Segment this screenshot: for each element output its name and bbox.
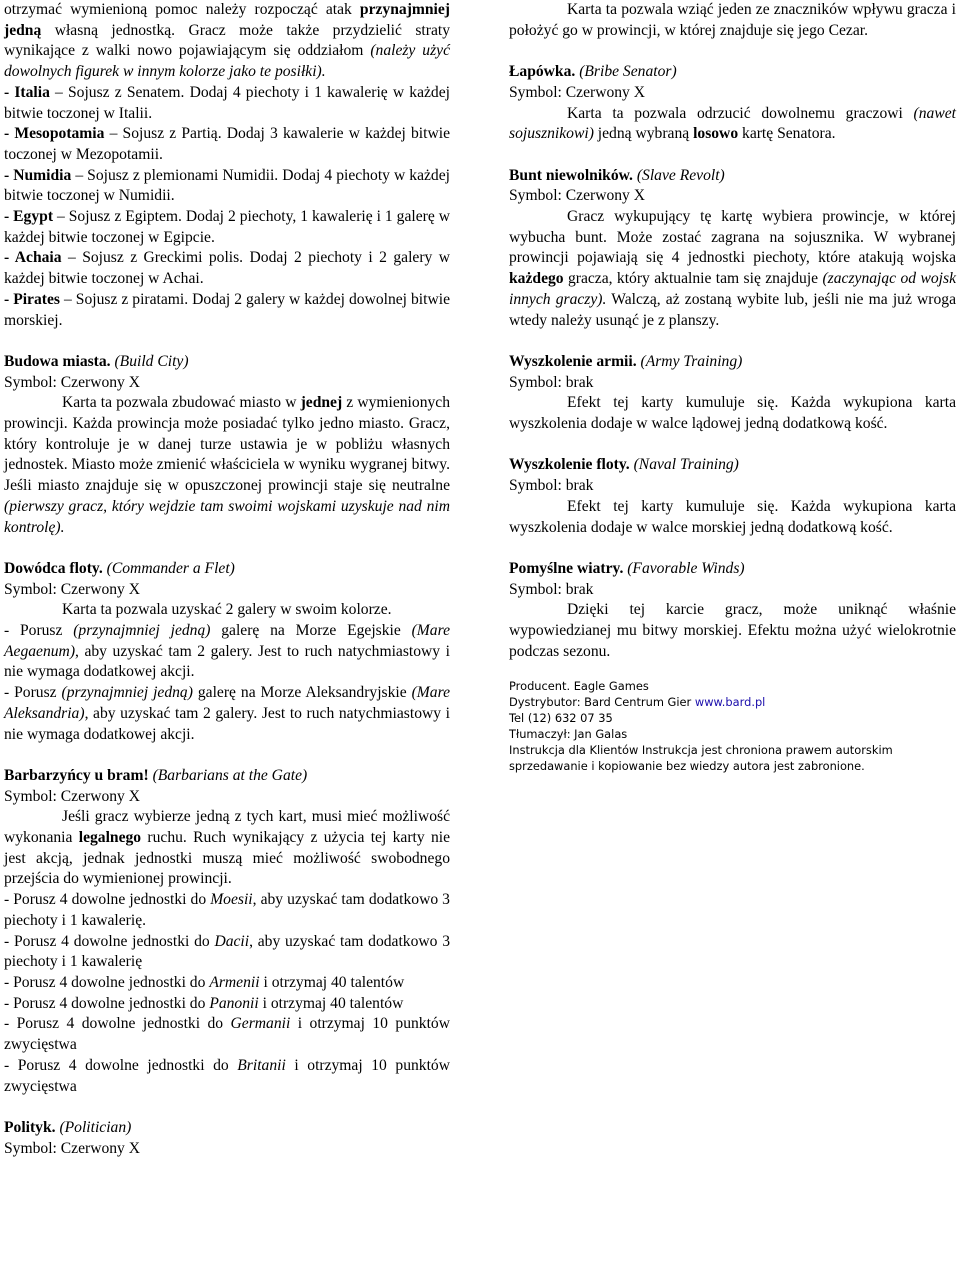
- politician-symbol: Symbol: Czerwony X: [4, 1139, 141, 1157]
- producer-line: Producent. Eagle Games: [509, 679, 649, 694]
- favorable-winds-symbol: Symbol: brak: [509, 580, 594, 598]
- barbarians-move: - Porusz 4 dowolne jednostki do Germanii i otrzymaj 10 punktów zwycięstwa: [4, 1015, 450, 1054]
- barbarians-move: - Porusz 4 dowolne jednostki do Panonii i otrzymaj 40 talentów: [4, 994, 404, 1012]
- translator-line: Tłumaczył: Jan Galas: [509, 727, 628, 742]
- bribe-heading: Łapówka. (Bribe Senator): [509, 63, 677, 81]
- distributor-link[interactable]: www.bard.pl: [694, 695, 766, 710]
- left-column: [4, 0, 450, 1159]
- alliance-item: - Mesopotamia – Sojusz z Partią. Dodaj 3 kawalerie w każdej bitwie toczonej w Mezopotamii.: [4, 125, 450, 163]
- politician-text: Karta ta pozwala wziąć jeden ze znaczników wpływu gracza i położyć go w prowincji, w której znajduje się jego Cezar.: [509, 1, 956, 39]
- distributor-line: Dystrybutor: Bard Centrum Gier www.bard.pl: [509, 695, 766, 710]
- slave-revolt-heading: Bunt niewolników. (Slave Revolt): [509, 166, 725, 184]
- build-city-heading: Budowa miasta. (Build City): [4, 352, 189, 370]
- barbarians-move: - Porusz 4 dowolne jednostki do Moesii, aby uzyskać tam dodatkowo 3 piechoty i 1 kawalerię.: [4, 891, 450, 929]
- naval-training-symbol: Symbol: brak: [509, 477, 594, 495]
- alliance-item: - Italia – Sojusz z Senatem. Dodaj 4 piechoty i 1 kawalerię w każdej bitwie toczonej w Italii.: [4, 83, 450, 122]
- alliance-item: - Achaia – Sojusz z Greckimi polis. Dodaj 2 piechoty i 2 galery w każdej bitwie toczonej w Achai.: [4, 249, 451, 288]
- fleet-commander-bullet: - Porusz (przynajmniej jedną) galerę na Morze Aleksandryjskie (Mare Aleksandria), aby uzyskać tam 2 galery. Jest to ruch natychmiastowy i nie wymaga dodatkowej akcji.: [4, 684, 450, 743]
- intro-paragraph: otrzymać wymienioną pomoc należy rozpocząć atak przynajmniej jedną własną jednostką. Gracz może także przydzielić straty wynikające z walki nowo pojawiającym się oddziałom (należy użyć dowolnych figurek w innym kolorze jako te posiłki).: [4, 1, 450, 81]
- fleet-commander-text: Karta ta pozwala uzyskać 2 galery w swoim kolorze.: [62, 601, 392, 619]
- phone-line: Tel (12) 632 07 35: [509, 711, 613, 726]
- favorable-winds-text: Dzięki tej karcie gracz, może uniknąć właśnie wypowiedzianej mu bitwy morskiej. Efektu można użyć wielokrotnie podczas sezonu.: [509, 601, 956, 660]
- barbarians-symbol: Symbol: Czerwony X: [4, 787, 141, 805]
- publisher-info: [509, 678, 956, 774]
- army-training-text: Efekt tej karty kumuluje się. Każda wykupiona karta wyszkolenia dodaje w walce lądowej jedną dodatkową kość.: [509, 394, 956, 433]
- army-training-symbol: Symbol: brak: [509, 373, 594, 391]
- alliance-item: - Egypt – Sojusz z Egiptem. Dodaj 2 piechoty, 1 kawalerię i 1 galerę w każdej bitwie toczonej w Egipcie.: [4, 208, 450, 246]
- barbarians-text: Jeśli gracz wybierze jedną z tych kart, musi mieć możliwość wykonania legalnego ruchu. Ruch wynikający z użycia tej karty nie jest akcją, jednak jednostki muszą mieć możliwość swobodnego przejścia do wymienionej prowincji.: [4, 808, 450, 888]
- alliance-item: - Numidia – Sojusz z plemionami Numidii. Dodaj 4 piechoty w każdej bitwie toczonej w Numidii.: [4, 166, 450, 205]
- barbarians-heading: Barbarzyńcy u bram! (Barbarians at the Gate): [4, 766, 308, 784]
- army-training-heading: Wyszkolenie armii. (Army Training): [509, 352, 743, 370]
- naval-training-heading: Wyszkolenie floty. (Naval Training): [509, 456, 739, 474]
- politician-heading: Polityk. (Politician): [4, 1118, 132, 1136]
- build-city-text: Karta ta pozwala zbudować miasto w jednej z wymienionych prowincji. Każda prowincja może posiadać tylko jedno miasto. Gracz, który kontroluje je w danej turze ustawia je w pobliżu własnych jednostek. Miasto może zmienić właściciela w wyniku wygranej bitwy. Jeśli miasto znajduje się w opuszczonej prowincji staje się neutralne (pierwszy gracz, który wejdzie tam swoimi wojskami uzyskuje nad nim kontrolę).: [4, 394, 451, 536]
- fleet-commander-symbol: Symbol: Czerwony X: [4, 580, 141, 598]
- naval-training-text: Efekt tej karty kumuluje się. Każda wykupiona karta wyszkolenia dodaje w walce morskiej jedną dodatkową kość.: [509, 497, 956, 536]
- bribe-text: Karta ta pozwala odrzucić dowolnemu graczowi (nawet sojusznikowi) jedną wybraną losowo kartę Senatora.: [509, 104, 956, 143]
- alliance-item: - Pirates – Sojusz z piratami. Dodaj 2 galery w każdej dowolnej bitwie morskiej.: [4, 290, 450, 329]
- barbarians-move: - Porusz 4 dowolne jednostki do Armenii i otrzymaj 40 talentów: [4, 974, 405, 991]
- slave-revolt-text: Gracz wykupujący tę kartę wybiera prowincje, w której wybucha bunt. Może zostać zagrana na sojusznika. W wybranej prowincji pojawiają się 4 jednostki piechoty, które atakują wojska każdego gracza, który aktualnie tam się znajduje (zaczynając od wojsk innych graczy). Walczą, aż zostaną wybite lub, jeśli nie ma już wroga wtedy należy usunąć je z planszy.: [509, 208, 956, 329]
- favorable-winds-heading: Pomyślne wiatry. (Favorable Winds): [509, 559, 745, 577]
- right-column: [509, 0, 956, 774]
- barbarians-move: - Porusz 4 dowolne jednostki do Britanii i otrzymaj 10 punktów zwycięstwa: [4, 1056, 450, 1095]
- bribe-symbol: Symbol: Czerwony X: [509, 83, 646, 101]
- barbarians-move: - Porusz 4 dowolne jednostki do Dacii, aby uzyskać tam dodatkowo 3 piechoty i 1 kawalerię: [4, 932, 450, 971]
- fleet-commander-bullet: - Porusz (przynajmniej jedną) galerę na Morze Egejskie (Mare Aegaenum), aby uzyskać tam 2 galery. Jest to ruch natychmiastowy i nie wymaga dodatkowej akcji.: [4, 622, 450, 681]
- copyright-line: Instrukcja dla Klientów Instrukcja jest chroniona prawem autorskim sprzedawanie i kopiowanie bez wiedzy autora jest zabronione.: [509, 743, 893, 774]
- build-city-symbol: Symbol: Czerwony X: [4, 373, 141, 391]
- fleet-commander-heading: Dowódca floty. (Commander a Flet): [4, 559, 235, 577]
- slave-revolt-symbol: Symbol: Czerwony X: [509, 187, 646, 205]
